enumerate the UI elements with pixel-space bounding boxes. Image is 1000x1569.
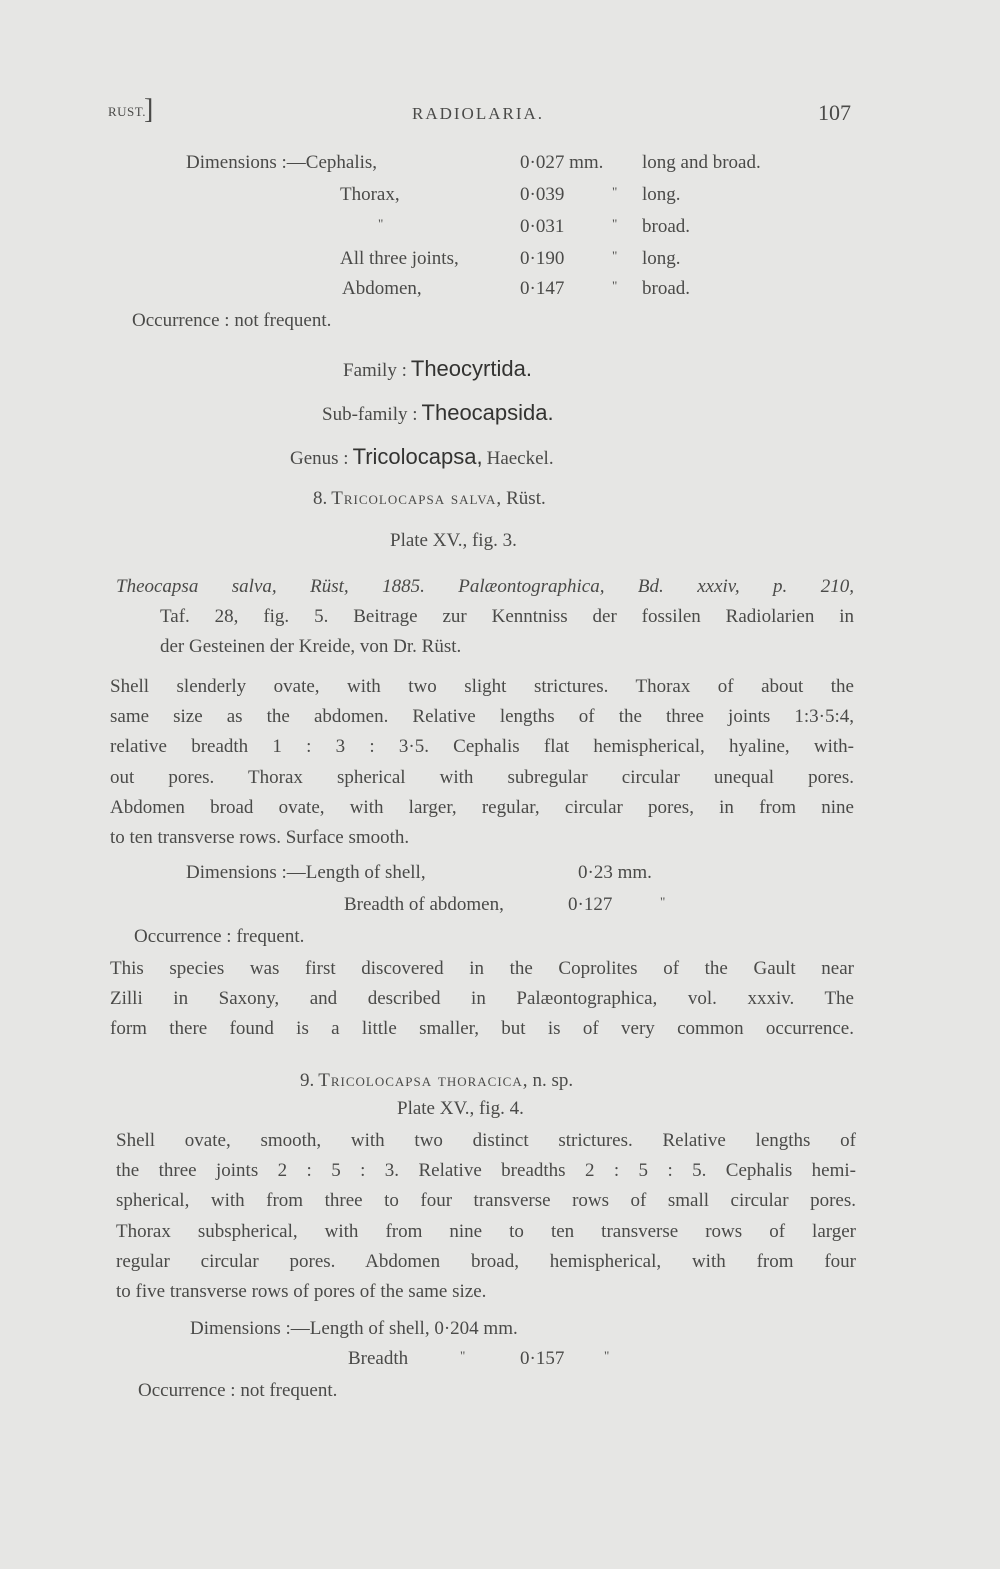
description-line: out pores. Thorax spherical with subregular circular unequal pores. xyxy=(110,766,854,788)
species-name: Tricolocapsa thoracica, xyxy=(318,1070,529,1091)
dimension-desc: long. xyxy=(642,248,681,269)
description-line: to five transverse rows of pores of the same size. xyxy=(116,1281,487,1303)
dimension-value: 0·23 mm. xyxy=(578,862,652,883)
synonymy-line: Theocapsa salva, Rüst, 1885. Palæontographica, Bd. xxxiv, p. 210, xyxy=(116,576,854,597)
genus-label: Genus : xyxy=(290,448,349,469)
description-line: Shell slenderly ovate, with two slight strictures. Thorax of about the xyxy=(110,676,854,697)
dimensions-label: Dimensions :—Cephalis, xyxy=(186,152,378,173)
dimension-value: 0·031 xyxy=(520,216,565,237)
dimension-value: 0·147 xyxy=(520,278,565,299)
species-number: 8. xyxy=(313,488,328,509)
dimension-desc: long and broad. xyxy=(642,152,761,173)
synonymy-paragraph-cont xyxy=(160,602,854,662)
description-line: Abdomen broad ovate, with larger, regular, circular pores, in from nine xyxy=(110,796,854,818)
species-name: Tricolocapsa salva, xyxy=(331,488,503,509)
synonymy-paragraph xyxy=(116,572,854,602)
synonymy-line: der Gesteinen der Kreide, von Dr. Rüst. xyxy=(160,636,462,658)
species-heading xyxy=(313,488,546,510)
occurrence-line: Occurrence : frequent. xyxy=(134,926,305,947)
dimension-desc: long. xyxy=(642,184,681,205)
family-label: Family : xyxy=(343,360,407,381)
dimension-value: 0·027 mm. xyxy=(520,152,604,173)
description-line: same size as the abdomen. Relative lengths of the three joints 1:3·5:4, xyxy=(110,706,854,728)
description-line: spherical, with from three to four transverse rows of small circular pores. xyxy=(116,1190,856,1212)
ditto-mark: " xyxy=(612,248,618,263)
dimension-row-label: Abdomen, xyxy=(342,278,422,299)
remark-line: form there found is a little smaller, but is of very common occurrence. xyxy=(110,1018,854,1040)
dimension-value: 0·157 xyxy=(520,1348,565,1369)
species-number: 9. xyxy=(300,1070,315,1091)
dimension-row-label: All three joints, xyxy=(340,248,459,269)
description-line: the three joints 2 : 5 : 3. Relative breadths 2 : 5 : 5. Cephalis hemi- xyxy=(116,1160,856,1182)
description-line: Thorax subspherical, with from nine to ten transverse rows of larger xyxy=(116,1220,856,1242)
description-line: Shell ovate, smooth, with two distinct strictures. Relative lengths of xyxy=(116,1130,856,1151)
species-heading xyxy=(300,1070,573,1092)
description-paragraph xyxy=(116,1126,856,1307)
genus-author: Haeckel. xyxy=(486,448,554,469)
dimension-value: 0·039 xyxy=(520,184,565,205)
plate-reference: Plate XV., fig. 3. xyxy=(390,530,517,551)
dimension-row-label: Thorax, xyxy=(340,184,400,205)
genus-name: Tricolocapsa, xyxy=(352,444,483,469)
subfamily-heading xyxy=(322,400,554,426)
page-number: 107 xyxy=(818,100,851,125)
remark-line: This species was first discovered in the Coprolites of the Gault near xyxy=(110,958,854,979)
species-author: n. sp. xyxy=(532,1070,574,1091)
ditto-mark: " xyxy=(378,216,384,231)
ditto-mark: " xyxy=(612,278,618,293)
running-head-author: RUST. xyxy=(108,104,147,119)
ditto-mark: " xyxy=(660,894,666,909)
family-heading xyxy=(343,356,532,382)
ditto-mark: " xyxy=(604,1348,610,1363)
description-line: to ten transverse rows. Surface smooth. xyxy=(110,827,410,849)
dimensions-label: Dimensions :—Length of shell, xyxy=(186,862,426,883)
ditto-mark: " xyxy=(460,1348,466,1363)
running-head-bracket: ] xyxy=(144,94,154,125)
family-name: Theocyrtida. xyxy=(410,356,532,381)
ditto-mark: " xyxy=(612,184,618,199)
dimension-desc: broad. xyxy=(642,216,691,237)
dimension-row-label: Breadth xyxy=(348,1348,409,1369)
remark-line: Zilli in Saxony, and described in Palæontographica, vol. xxxiv. The xyxy=(110,988,854,1010)
description-line: regular circular pores. Abdomen broad, hemispherical, with from four xyxy=(116,1250,856,1272)
dimension-row-label: Breadth of abdomen, xyxy=(344,894,504,915)
dimension-desc: broad. xyxy=(642,278,691,299)
remark-paragraph xyxy=(110,954,854,1045)
dimension-value: 0·127 xyxy=(568,894,613,915)
running-head-title: RADIOLARIA. xyxy=(412,104,545,123)
synonymy-line: Taf. 28, fig. 5. Beitrage zur Kenntniss der fossilen Radiolarien in xyxy=(160,606,854,627)
description-line: relative breadth 1 : 3 : 3·5. Cephalis flat hemispherical, hyaline, with- xyxy=(110,736,854,758)
dimensions-label: Dimensions :—Length of shell, 0·204 mm. xyxy=(190,1318,518,1339)
occurrence-line: Occurrence : not frequent. xyxy=(132,310,332,331)
ditto-mark: " xyxy=(612,216,618,231)
occurrence-line: Occurrence : not frequent. xyxy=(138,1380,338,1401)
plate-reference: Plate XV., fig. 4. xyxy=(397,1098,524,1119)
description-paragraph xyxy=(110,672,854,853)
subfamily-name: Theocapsida. xyxy=(421,400,554,425)
species-author: Rüst. xyxy=(506,488,546,509)
subfamily-label: Sub-family : xyxy=(322,404,418,425)
genus-heading xyxy=(290,444,554,470)
dimension-value: 0·190 xyxy=(520,248,565,269)
